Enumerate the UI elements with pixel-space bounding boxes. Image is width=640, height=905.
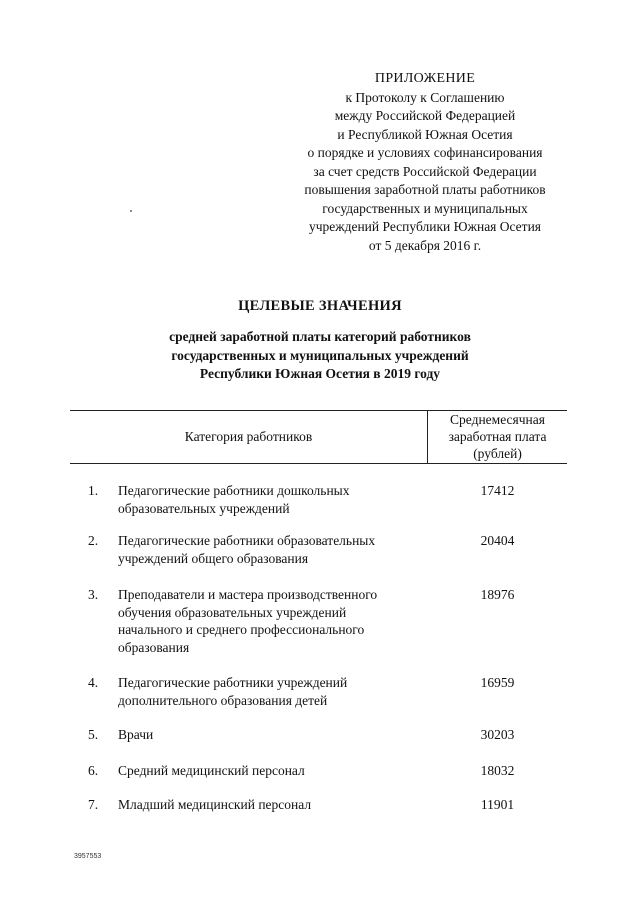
appendix-block [280, 70, 570, 255]
row-number: 2. [88, 533, 99, 548]
row-category [118, 586, 418, 656]
appendix-line: государственных и муниципальных [322, 200, 528, 216]
subtitle-line: государственных и муниципальных учреждений [171, 347, 469, 363]
category-line: Средний медицинский персонал [118, 763, 305, 778]
row-number: 6. [88, 763, 99, 778]
column-header-category: Категория работников [184, 429, 313, 444]
row-salary: 20404 [480, 533, 515, 548]
row-salary: 18976 [480, 587, 515, 602]
appendix-line: между Российской Федерацией [334, 108, 516, 123]
row-category [118, 762, 418, 780]
row-salary: 17412 [480, 483, 515, 498]
category-line: образования [118, 639, 190, 655]
appendix-line: повышения заработной платы работников [304, 182, 546, 197]
row-number: 1. [88, 483, 99, 498]
table-header-rule [70, 463, 567, 464]
category-line: Педагогические работники дошкольных [118, 483, 350, 498]
appendix-line: за счет средств Российской Федерации [313, 163, 537, 179]
category-line: Педагогические работники образовательных [118, 533, 376, 548]
row-category [118, 674, 418, 709]
appendix-line: и Республикой Южная Осетия [337, 126, 513, 142]
document-subtitle [70, 328, 570, 384]
appendix-date: от 5 декабря 2016 г. [368, 237, 482, 253]
category-line: дополнительного образования детей [118, 692, 328, 708]
salary-header-line: Среднемесячная [450, 412, 545, 427]
row-salary: 11901 [480, 797, 515, 812]
column-header-salary [428, 411, 567, 462]
row-category [118, 482, 418, 517]
row-category [118, 532, 418, 567]
appendix-line: о порядке и условиях софинансирования [307, 145, 543, 160]
document-id: 3957553 [74, 853, 102, 860]
row-number: 3. [88, 587, 99, 602]
category-line: учреждений общего образования [118, 550, 309, 566]
category-line: Врачи [118, 727, 154, 742]
row-salary: 18032 [480, 763, 515, 778]
row-number: 4. [88, 675, 99, 690]
salary-header-line: заработная плата [448, 429, 547, 444]
document-title: ЦЕЛЕВЫЕ ЗНАЧЕНИЯ [238, 298, 402, 314]
appendix-title: ПРИЛОЖЕНИЕ [374, 71, 476, 86]
row-category [118, 796, 418, 814]
category-line: Преподаватели и мастера производственного [118, 587, 378, 602]
appendix-line: учреждений Республики Южная Осетия [308, 219, 542, 234]
scan-speck [130, 210, 132, 212]
row-number: 5. [88, 727, 99, 742]
row-number: 7. [88, 797, 99, 812]
row-salary: 16959 [480, 675, 515, 690]
category-line: Младший медицинский персонал [118, 797, 312, 812]
salary-header-line: (рублей) [473, 446, 522, 461]
row-salary: 30203 [480, 727, 515, 742]
category-line: обучения образовательных учреждений [118, 604, 347, 620]
appendix-line: к Протоколу к Соглашению [345, 89, 505, 105]
category-line: образовательных учреждений [118, 500, 290, 516]
category-line: Педагогические работники учреждений [118, 675, 348, 690]
category-line: начального и среднего профессионального [118, 622, 365, 637]
subtitle-line: Республики Южная Осетия в 2019 году [199, 366, 441, 381]
salary-table [70, 410, 567, 850]
row-category [118, 726, 418, 744]
subtitle-line: средней заработной платы категорий работников [169, 329, 471, 344]
